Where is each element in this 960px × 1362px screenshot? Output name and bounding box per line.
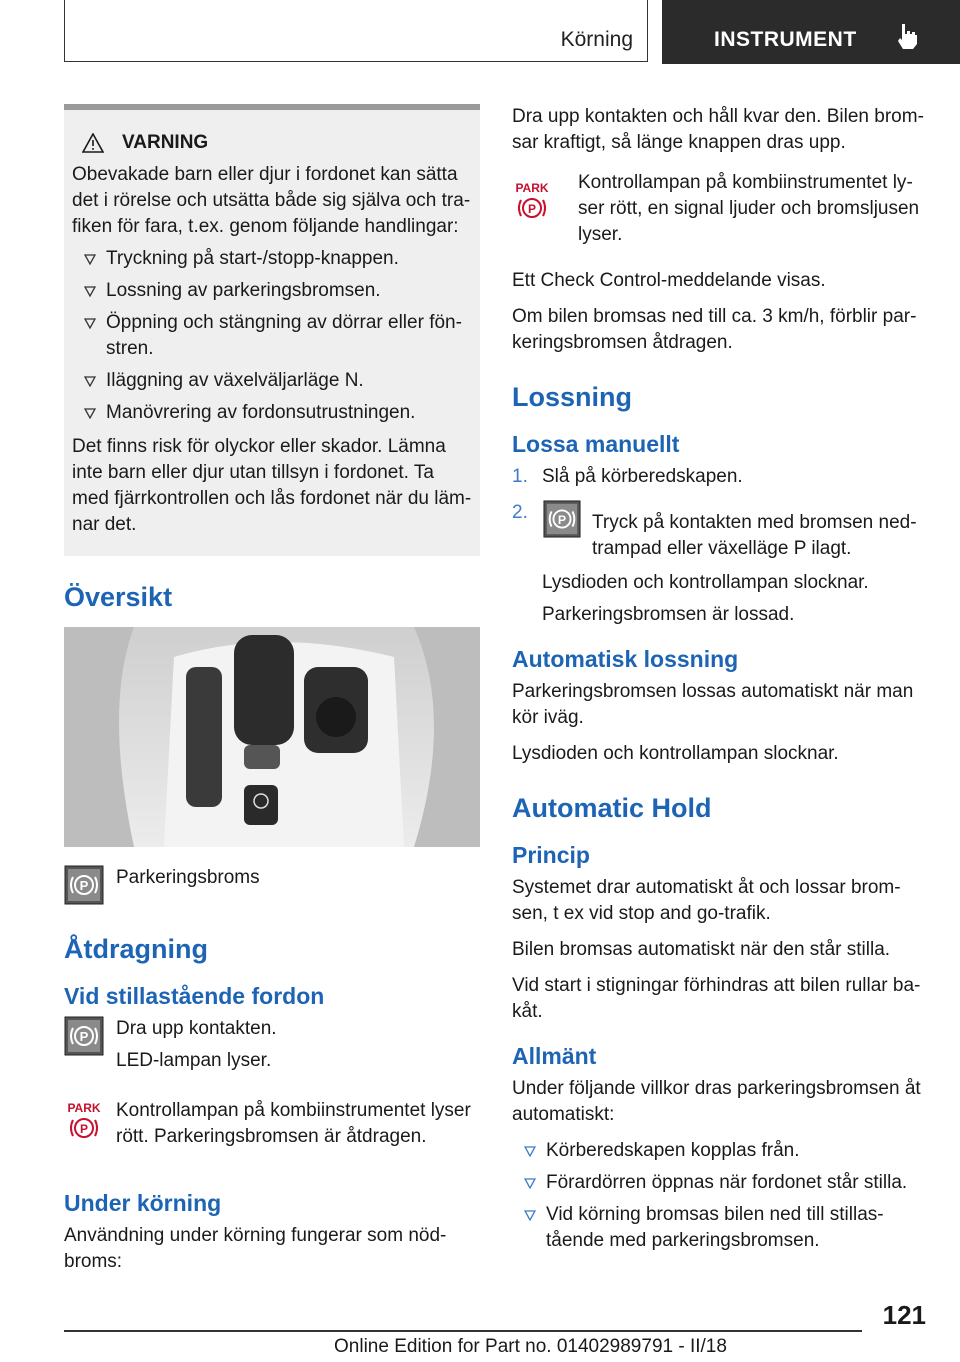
header-section-box — [64, 0, 648, 62]
release-steps — [512, 464, 928, 628]
header-chapter-title: INSTRUMENT — [714, 28, 857, 51]
parking-brake-button-icon — [64, 865, 104, 910]
auto-release-subheading: Automatisk lossning — [512, 646, 739, 672]
list-item-text: Lossning av parkeringsbromsen. — [106, 280, 381, 301]
right-column — [512, 104, 928, 1262]
header-chapter-box — [662, 0, 960, 64]
park-indicator-row — [512, 170, 928, 258]
warning-intro: Obevakade barn eller djur i fordonet kan sätta det i rörelse och utsätta både sig själva och trafiken för fara, t.ex. genom följande handlingar: — [72, 164, 471, 237]
pointing-hand-icon — [894, 22, 920, 55]
warning-outro: Det finns risk för olyckor eller skador. Lämna inte barn eller djur utan tillsyn i fordonet. Ta med fjärrkontrollen och lås fordonet när du lämnar det. — [72, 436, 472, 535]
list-item-text: Tryckning på start-/stopp-knappen. — [106, 248, 399, 269]
parking-brake-photo — [64, 627, 480, 847]
triangle-bullet-icon — [84, 254, 96, 265]
list-item-text: Körberedskapen kopplas från. — [546, 1140, 800, 1161]
step-note: Parkeringsbromsen är lossad. — [542, 604, 795, 625]
parking-brake-button-icon — [542, 500, 582, 546]
stationary-subheading: Vid stillastående fordon — [64, 983, 325, 1009]
park-indicator-row — [64, 1098, 480, 1160]
footer-edition: Online Edition for Part no. 01402989791 - II/18 — [334, 1336, 727, 1357]
triangle-bullet-icon — [524, 1146, 536, 1157]
list-item-text: Manövrering av fordonsutrustningen. — [106, 402, 416, 423]
applying-heading: Åtdragning — [64, 934, 208, 964]
footer-divider — [64, 1330, 862, 1332]
svg-text:P: P — [527, 202, 537, 216]
warning-heading — [82, 132, 472, 154]
triangle-bullet-icon — [524, 1178, 536, 1189]
page-number: 121 — [882, 1300, 926, 1330]
triangle-bullet-icon — [84, 376, 96, 387]
step-note: Lysdioden och kontrollampan slocknar. — [542, 572, 869, 593]
list-item-text: Vid körning bromsas bilen ned till stillastående med parkeringsbromsen. — [546, 1204, 884, 1251]
header-section-title: Körning — [560, 28, 633, 51]
park-indicator-text: Kontrollampan på kombiinstrumentet lyser rött, en signal ljuder och bromsljusen lyser. — [578, 172, 920, 245]
parking-brake-button-icon — [64, 1016, 104, 1061]
general-text: Under följande villkor dras parkeringsbromsen åt automatiskt: — [512, 1078, 921, 1125]
principle-text: Bilen bromsas automatiskt när den står stilla. — [512, 939, 891, 960]
parking-brake-caption-row — [64, 865, 480, 910]
list-item-text: Öppning och stängning av dörrar eller fönstren. — [106, 312, 462, 359]
triangle-bullet-icon — [524, 1210, 536, 1221]
automatic-hold-heading: Automatic Hold — [512, 793, 712, 823]
while-driving-subheading: Under körning — [64, 1190, 222, 1216]
warning-title: VARNING — [122, 132, 209, 153]
general-subheading: Allmänt — [512, 1043, 597, 1069]
step-text: Tryck på kontakten med bromsen nedtrampad eller växelläge P ilagt. — [592, 512, 917, 559]
warning-triangle-icon — [82, 133, 104, 153]
principle-subheading: Princip — [512, 842, 590, 868]
svg-text:PARK: PARK — [67, 1101, 101, 1115]
list-item — [72, 278, 472, 304]
page-header — [0, 0, 960, 66]
pull-switch-row — [64, 1016, 480, 1084]
svg-text:P: P — [79, 878, 89, 893]
hold-switch-text: Dra upp kontakten och håll kvar den. Bilen bromsar kraftigt, så länge knappen dras upp. — [512, 106, 924, 153]
list-item — [72, 368, 472, 394]
speed-note-text: Om bilen bromsas ned till ca. 3 km/h, förblir parkeringsbromsen åtdragen. — [512, 306, 917, 353]
list-item — [72, 246, 472, 272]
park-indicator-icon — [64, 1098, 104, 1147]
triangle-bullet-icon — [84, 286, 96, 297]
svg-text:P: P — [79, 1122, 89, 1136]
step-number: 2. — [512, 502, 528, 523]
step-2 — [512, 500, 928, 628]
warning-box — [64, 104, 480, 556]
led-text: LED-lampan lyser. — [116, 1050, 272, 1071]
triangle-bullet-icon — [84, 408, 96, 419]
pull-switch-text: Dra upp kontakten. — [116, 1018, 277, 1039]
overview-heading: Översikt — [64, 582, 173, 612]
general-list — [512, 1138, 928, 1254]
auto-release-led-text: Lysdioden och kontrollampan slocknar. — [512, 743, 839, 764]
release-heading: Lossning — [512, 382, 632, 412]
parking-brake-caption: Parkeringsbroms — [116, 867, 260, 888]
list-item — [512, 1202, 928, 1254]
park-indicator-text: Kontrollampan på kombiinstrumentet lyser rött. Parkeringsbromsen är åtdragen. — [116, 1100, 471, 1147]
manual-release-subheading: Lossa manuellt — [512, 431, 680, 457]
principle-text: Vid start i stigningar förhindras att bilen rullar bakåt. — [512, 975, 921, 1022]
principle-text: Systemet drar automatiskt åt och lossar bromsen, t ex vid stop and go-trafik. — [512, 877, 901, 924]
warning-list — [72, 246, 472, 426]
step-1 — [512, 464, 928, 490]
svg-text:PARK: PARK — [515, 181, 549, 195]
list-item — [72, 400, 472, 426]
left-column — [64, 104, 480, 1285]
triangle-bullet-icon — [84, 318, 96, 329]
list-item-text: Förardörren öppnas när fordonet står stilla. — [546, 1172, 908, 1193]
list-item-text: Iläggning av växelväljarläge N. — [106, 370, 364, 391]
list-item — [512, 1170, 928, 1196]
list-item — [72, 310, 472, 362]
list-item — [512, 1138, 928, 1164]
svg-text:P: P — [79, 1029, 89, 1044]
while-driving-text: Användning under körning fungerar som nödbroms: — [64, 1225, 447, 1272]
check-control-text: Ett Check Control-meddelande visas. — [512, 270, 826, 291]
svg-text:P: P — [557, 512, 567, 527]
step-text: Slå på körberedskapen. — [542, 466, 743, 487]
auto-release-text: Parkeringsbromsen lossas automatiskt när man kör iväg. — [512, 681, 914, 728]
step-number: 1. — [512, 466, 528, 487]
park-indicator-icon — [512, 178, 552, 227]
